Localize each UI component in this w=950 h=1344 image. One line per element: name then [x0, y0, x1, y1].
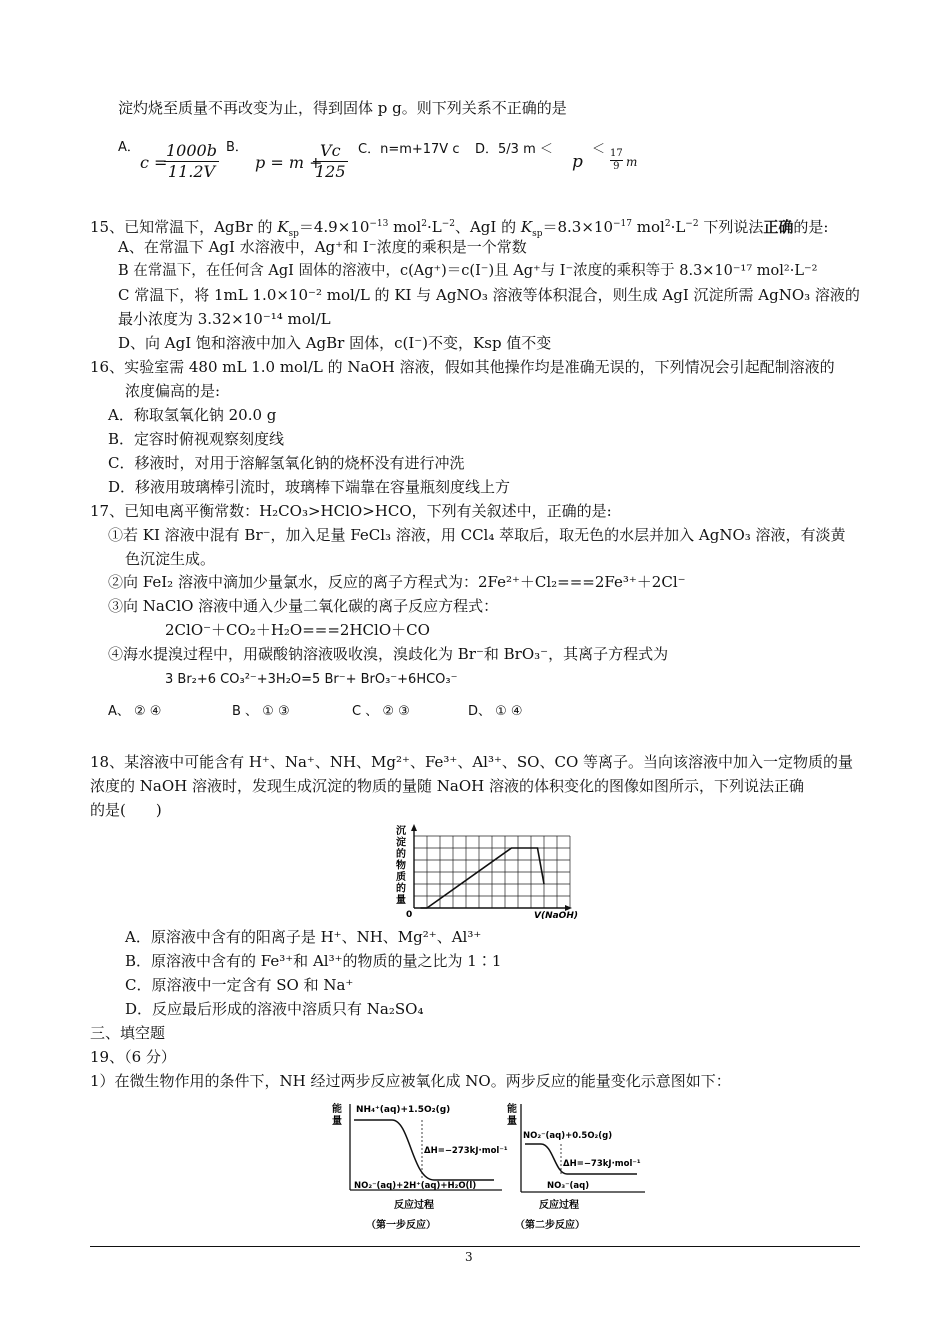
- q15-stem: 15、已知常温下，AgBr 的 $K_{sp}=4.9\times 10^{-13}$ $mol^2\cdot L^{-2}$、AgI 的 $K_{sp}=8.3\times 10^{-17}$ $mol^2\cdot L^{-2}$ 下列说法正确的是:: [90, 218, 829, 239]
- q18-x-axis-label: V(NaOH): [534, 911, 578, 921]
- q14-a-lhs: c =: [140, 153, 168, 172]
- q14-d-fraction: 17 9: [610, 148, 623, 172]
- q14-a-label: A．: [118, 140, 140, 155]
- q18-y-label-char: 的: [396, 849, 406, 860]
- q17-choice-b: B 、 ① ③: [232, 704, 290, 719]
- q18-option-d: D．反应最后形成的溶液中溶质只有 Na₂SO₄: [125, 1000, 424, 1018]
- d2-bottom-species: NO₃⁻(aq): [547, 1181, 590, 1191]
- q18-stem-line3: 的是( ): [90, 801, 162, 819]
- q17-statement-2: ②向 FeI₂ 溶液中滴加少量氯水，反应的离子方程式为：2Fe²⁺＋Cl₂===2Fe³⁺＋2Cl⁻: [108, 573, 686, 591]
- q18-stem-line2: 浓度的 NaOH 溶液时，发现生成沉淀的物质的量随 NaOH 溶液的体积变化的图像如图所示，下列说法正确: [90, 777, 804, 795]
- q18-y-axis-label: [395, 824, 406, 906]
- d1-bottom-species: NO₂⁻(aq)+2H⁺(aq)+H₂O(l): [354, 1181, 477, 1191]
- q14-tail: 淀灼烧至质量不再改变为止，得到固体 p g。则下列关系不正确的是: [118, 99, 567, 117]
- q17-choice-d: D、 ① ④: [468, 704, 523, 719]
- q17-statement-4: ④海水提溴过程中，用碳酸钠溶液吸收溴，溴歧化为 Br⁻和 BrO₃⁻，其离子方程式为: [108, 645, 669, 663]
- q18-origin-label: 0: [406, 910, 413, 920]
- q18-series-line: [421, 848, 545, 908]
- q19-energy-diagram-step2: [505, 1098, 655, 1238]
- q18-grid: [414, 836, 570, 908]
- q16-option-c: C．移液时，对用于溶解氢氧化钠的烧杯没有进行冲洗: [108, 454, 465, 472]
- d2-delta-h: ΔH=−73kJ·mol⁻¹: [563, 1159, 641, 1169]
- d1-y-label-2: 量: [332, 1116, 342, 1127]
- q18-option-a: A．原溶液中含有的阳离子是 H⁺、NH、Mg²⁺、Al³⁺: [125, 928, 482, 946]
- q17-choice-a: A、 ② ④: [108, 704, 162, 719]
- d1-y-label-1: 能: [332, 1104, 342, 1115]
- q15-option-d: D、向 AgI 饱和溶液中加入 AgBr 固体，c(I⁻)不变，Ksp 值不变: [118, 334, 552, 352]
- q17-statement-3-equation: 2ClO⁻＋CO₂＋H₂O===2HClO＋CO: [165, 621, 430, 639]
- q14-a-fraction: $\frac{1000b}{11.2V}$: [166, 141, 217, 181]
- q16-option-b: B．定容时俯视观察刻度线: [108, 430, 285, 448]
- d2-x-label: 反应过程: [539, 1200, 579, 1211]
- q16-stem-line2: 浓度偏高的是:: [125, 382, 221, 400]
- q18-y-label-char: 质: [396, 872, 406, 883]
- q14-b-fraction: $\frac{Vc}{125}$: [315, 141, 346, 181]
- q18-option-b: B．原溶液中含有的 Fe³⁺和 Al³⁺的物质的量之比为 1∶1: [125, 952, 502, 970]
- q16-option-d: D．移液用玻璃棒引流时，玻璃棒下端靠在容量瓶刻度线上方: [108, 478, 511, 496]
- section-heading-fill-in: 三、填空题: [90, 1024, 166, 1042]
- q19-energy-diagram-step1: [330, 1098, 520, 1238]
- q17-statement-4-equation: 3 Br₂+6 CO₃²⁻+3H₂O=5 Br⁻+ BrO₃⁻+6HCO₃⁻: [165, 672, 458, 687]
- q15-option-b: B 在常温下，在任何含 AgI 固体的溶液中，c(Ag⁺)＝c(I⁻)且 Ag⁺与 I⁻浓度的乘积等于 8.3×10⁻¹⁷ mol²·L⁻²: [118, 263, 818, 279]
- q14-b-lhs: p = m +: [255, 153, 323, 172]
- q17-choice-c: C 、 ② ③: [352, 704, 410, 719]
- q14-d-p: p: [572, 152, 583, 172]
- d1-top-species: NH₄⁺(aq)+1.5O₂(g): [356, 1105, 451, 1115]
- q18-y-label-char: 量: [396, 895, 406, 906]
- q16-option-a: A．称取氢氧化钠 20.0 g: [108, 406, 277, 424]
- q14-d-m: m: [626, 155, 638, 169]
- q17-statement-1a: ①若 KI 溶液中混有 Br⁻，加入足量 FeCl₃ 溶液，用 CCl₄ 萃取后，取无色的水层并加入 AgNO₃ 溶液，有淡黄: [108, 526, 846, 544]
- q17-stem: 17、已知电离平衡常数：H₂CO₃>HClO>HCO，下列有关叙述中，正确的是:: [90, 502, 612, 520]
- d1-caption: （第一步反应）: [366, 1220, 436, 1231]
- d2-caption: （第二步反应）: [515, 1220, 585, 1231]
- q15-option-c-line1: C 常温下，将 1mL 1.0×10⁻² mol/L 的 KI 与 AgNO₃ 溶液等体积混合，则生成 AgI 沉淀所需 AgNO₃ 溶液的: [118, 286, 860, 304]
- q18-y-label-char: 沉: [396, 826, 406, 837]
- q15-option-a: A、在常温下 AgI 水溶液中，Ag⁺和 I⁻浓度的乘积是一个常数: [118, 238, 527, 256]
- page-number: 3: [465, 1250, 473, 1264]
- q18-option-c: C．原溶液中一定含有 SO 和 Na⁺: [125, 976, 354, 994]
- d2-top-species: NO₂⁻(aq)+0.5O₂(g): [523, 1131, 613, 1141]
- q18-y-label-char: 的: [396, 883, 406, 895]
- q15-option-c-line2: 最小浓度为 3.32×10⁻¹⁴ mol/L: [118, 310, 331, 328]
- footer-rule: [90, 1246, 860, 1247]
- q18-precipitate-chart: [390, 822, 590, 922]
- q16-stem-line1: 16、实验室需 480 mL 1.0 mol/L 的 NaOH 溶液，假如其他操作均是准确无误的，下列情况会引起配制溶液的: [90, 358, 835, 376]
- d1-x-label: 反应过程: [394, 1200, 434, 1211]
- d2-y-label-1: 能: [507, 1104, 517, 1115]
- q17-statement-1b: 色沉淀生成。: [125, 550, 216, 568]
- q17-statement-3: ③向 NaClO 溶液中通入少量二氧化碳的离子反应方程式：: [108, 597, 499, 615]
- q14-d-label: D．5/3 m ＜: [475, 142, 553, 157]
- d1-delta-h: ΔH=−273kJ·mol⁻¹: [424, 1146, 508, 1156]
- q18-y-arrow: [411, 824, 417, 831]
- q14-b-label: B．: [226, 140, 248, 155]
- q14-d-lt: ＜: [592, 142, 606, 157]
- q18-y-label-char: 物: [396, 860, 406, 872]
- q19-heading: 19、（6 分）: [90, 1048, 176, 1066]
- d2-y-label-2: 量: [507, 1116, 517, 1127]
- q19-line1: 1）在微生物作用的条件下，NH 经过两步反应被氧化成 NO。两步反应的能量变化示意图如下：: [90, 1072, 731, 1090]
- q14-c-option: C．n=m+17V c: [358, 142, 460, 157]
- q18-y-label-char: 淀: [396, 837, 406, 849]
- q18-stem-line1: 18、某溶液中可能含有 H⁺、Na⁺、NH、Mg²⁺、Fe³⁺、Al³⁺、SO、CO 等离子。当向该溶液中加入一定物质的量: [90, 753, 854, 771]
